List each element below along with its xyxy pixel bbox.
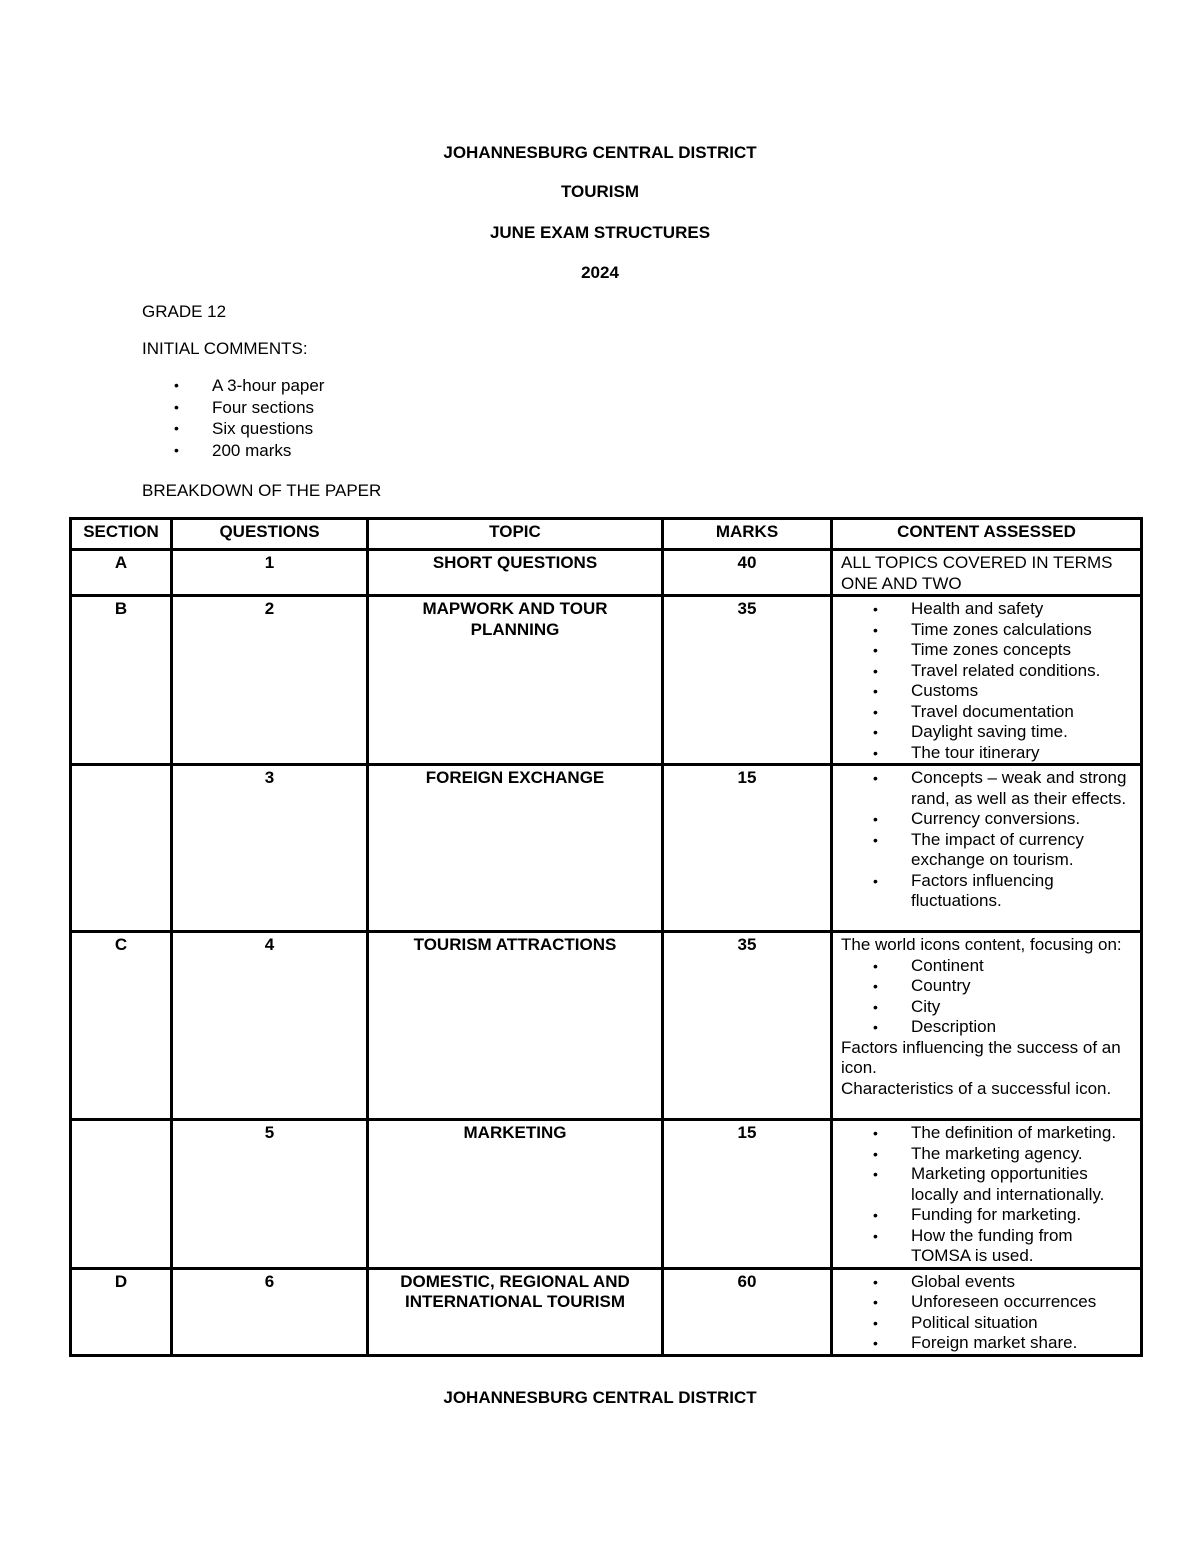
content-intro: The world icons content, focusing on: (841, 935, 1122, 954)
topic-cell: TOURISM ATTRACTIONS (368, 932, 663, 1120)
initial-comments-label: INITIAL COMMENTS: (142, 339, 308, 358)
list-item: • Funding for marketing. (841, 1205, 1132, 1226)
exam-title: JUNE EXAM STRUCTURES (489, 223, 711, 242)
content-cell (832, 932, 1142, 1120)
content-list (841, 956, 1132, 1038)
list-item: • How the funding from TOMSA is used. (841, 1226, 1132, 1267)
header-marks: MARKS (663, 519, 832, 550)
section-cell (71, 1120, 172, 1269)
marks-cell: 15 (663, 1120, 832, 1269)
topic-cell: DOMESTIC, REGIONAL AND INTERNATIONAL TOURISM (368, 1268, 663, 1355)
header-questions: QUESTIONS (172, 519, 368, 550)
table-row (71, 550, 1142, 596)
list-item: • Global events (841, 1272, 1132, 1293)
question-cell: 3 (172, 765, 368, 932)
topic-cell: MAPWORK AND TOUR PLANNING (368, 596, 663, 765)
list-item: • Four sections (142, 397, 324, 419)
list-item: • Foreign market share. (841, 1333, 1132, 1354)
content-list (841, 1272, 1132, 1354)
list-item: • Continent (841, 956, 1132, 977)
header-content-assessed: CONTENT ASSESSED (832, 519, 1142, 550)
breakdown-label: BREAKDOWN OF THE PAPER (142, 481, 382, 500)
table-row (71, 1268, 1142, 1355)
list-item: • The impact of currency exchange on tourism. (841, 830, 1132, 871)
list-item: • Daylight saving time. (841, 722, 1132, 743)
content-cell (832, 1268, 1142, 1355)
content-cell (832, 596, 1142, 765)
district-title: JOHANNESBURG CENTRAL DISTRICT (443, 143, 757, 162)
list-item: • Political situation (841, 1313, 1132, 1334)
list-item: • The marketing agency. (841, 1144, 1132, 1165)
marks-cell: 60 (663, 1268, 832, 1355)
table-row (71, 596, 1142, 765)
marks-cell: 40 (663, 550, 832, 596)
question-cell: 4 (172, 932, 368, 1120)
content-list (841, 768, 1132, 912)
list-item: • Factors influencing fluctuations. (841, 871, 1132, 912)
initial-comments-list (142, 375, 324, 461)
content-cell: ALL TOPICS COVERED IN TERMS ONE AND TWO (832, 550, 1142, 596)
topic-cell: MARKETING (368, 1120, 663, 1269)
list-item: • Travel related conditions. (841, 661, 1132, 682)
list-item: • A 3-hour paper (142, 375, 324, 397)
grade-label: GRADE 12 (142, 302, 227, 321)
section-cell (71, 765, 172, 932)
topic-cell: SHORT QUESTIONS (368, 550, 663, 596)
section-cell: A (71, 550, 172, 596)
content-list (841, 1123, 1132, 1267)
content-cell (832, 765, 1142, 932)
content-cell (832, 1120, 1142, 1269)
marks-cell: 35 (663, 596, 832, 765)
topic-cell: FOREIGN EXCHANGE (368, 765, 663, 932)
list-item: • Health and safety (841, 599, 1132, 620)
question-cell: 2 (172, 596, 368, 765)
subject-title: TOURISM (560, 182, 640, 201)
content-note: Factors influencing the success of an icon. (841, 1037, 1121, 1077)
table-header-row (71, 519, 1142, 550)
list-item: • Unforeseen occurrences (841, 1292, 1132, 1313)
question-cell: 1 (172, 550, 368, 596)
content-list (841, 599, 1132, 763)
list-item: • City (841, 997, 1132, 1018)
list-item: • Time zones calculations (841, 620, 1132, 641)
list-item: • Marketing opportunities locally and internationally. (841, 1164, 1132, 1205)
header-section: SECTION (71, 519, 172, 550)
table-row (71, 765, 1142, 932)
footer-district: JOHANNESBURG CENTRAL DISTRICT (443, 1388, 757, 1407)
marks-cell: 35 (663, 932, 832, 1120)
section-cell: C (71, 932, 172, 1120)
marks-cell: 15 (663, 765, 832, 932)
list-item: • Country (841, 976, 1132, 997)
list-item: • Description (841, 1017, 1132, 1038)
list-item: • Concepts – weak and strong rand, as well as their effects. (841, 768, 1132, 809)
exam-structure-table (69, 517, 1143, 1357)
section-cell: D (71, 1268, 172, 1355)
header-topic: TOPIC (368, 519, 663, 550)
table-row (71, 932, 1142, 1120)
list-item: • Time zones concepts (841, 640, 1132, 661)
section-cell: B (71, 596, 172, 765)
list-item: • Customs (841, 681, 1132, 702)
list-item: • Six questions (142, 418, 324, 440)
year-title: 2024 (581, 263, 619, 282)
list-item: • 200 marks (142, 440, 324, 462)
list-item: • The tour itinerary (841, 743, 1132, 764)
list-item: • The definition of marketing. (841, 1123, 1132, 1144)
question-cell: 6 (172, 1268, 368, 1355)
table-row (71, 1120, 1142, 1269)
question-cell: 5 (172, 1120, 368, 1269)
list-item: • Currency conversions. (841, 809, 1132, 830)
list-item: • Travel documentation (841, 702, 1132, 723)
content-note: Characteristics of a successful icon. (841, 1078, 1112, 1098)
